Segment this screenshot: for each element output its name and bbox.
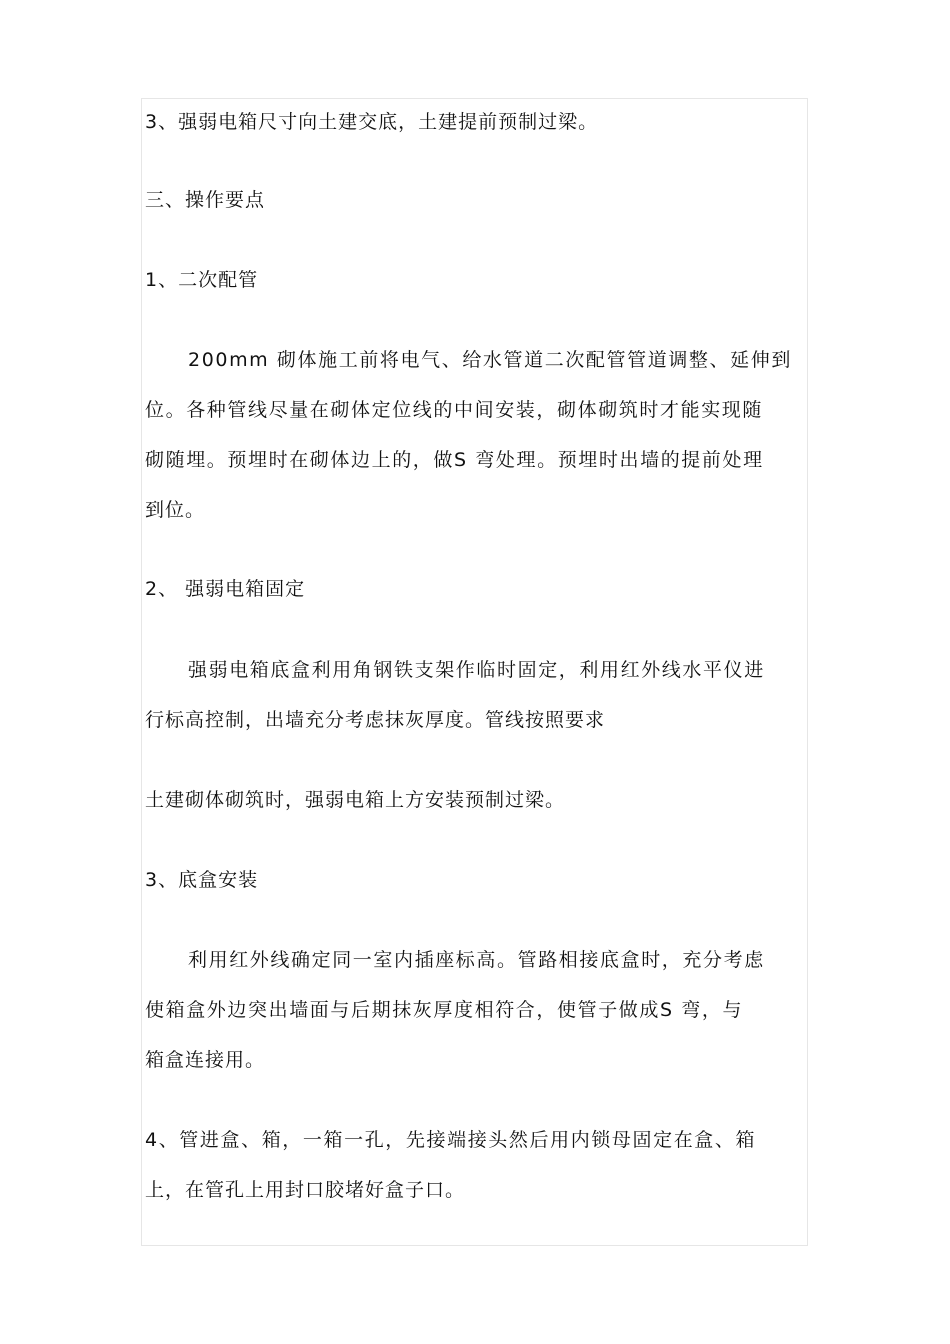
paragraph-line: 行标高控制，出墙充分考虑抹灰厚度。管线按照要求	[145, 709, 606, 731]
subheading-box-fixing: 2、 强弱电箱固定	[145, 578, 306, 600]
list-item-3-handover: 3、强弱电箱尺寸向土建交底，土建提前预制过梁。	[145, 111, 599, 133]
subheading-secondary-piping: 1、二次配管	[145, 269, 259, 291]
section-heading-operation-points: 三、操作要点	[145, 189, 266, 211]
paragraph-line: 箱盒连接用。	[145, 1049, 266, 1071]
paragraph-line: 砌随埋。预埋时在砌体边上的，做S 弯处理。预埋时出墙的提前处理	[145, 449, 764, 471]
paragraph-line: 上，在管孔上用封口胶堵好盒子口。	[145, 1179, 466, 1201]
paragraph-line: 使箱盒外边突出墙面与后期抹灰厚度相符合，使管子做成S 弯，与	[145, 999, 744, 1021]
paragraph-line: 到位。	[145, 499, 206, 521]
paragraph-line: 4、管进盒、箱，一箱一孔，先接端接头然后用内锁母固定在盒、箱	[145, 1129, 757, 1151]
paragraph-line: 200mm 砌体施工前将电气、给水管道二次配管管道调整、延伸到	[188, 349, 792, 371]
paragraph-line: 土建砌体砌筑时，强弱电箱上方安装预制过梁。	[145, 789, 566, 811]
paragraph-line: 位。各种管线尽量在砌体定位线的中间安装，砌体砌筑时才能实现随	[145, 399, 764, 421]
paragraph-line: 强弱电箱底盒利用角钢铁支架作临时固定，利用红外线水平仪进	[188, 659, 765, 681]
paragraph-line: 利用红外线确定同一室内插座标高。管路相接底盒时，充分考虑	[188, 949, 765, 971]
subheading-bottom-box-install: 3、底盒安装	[145, 869, 259, 891]
